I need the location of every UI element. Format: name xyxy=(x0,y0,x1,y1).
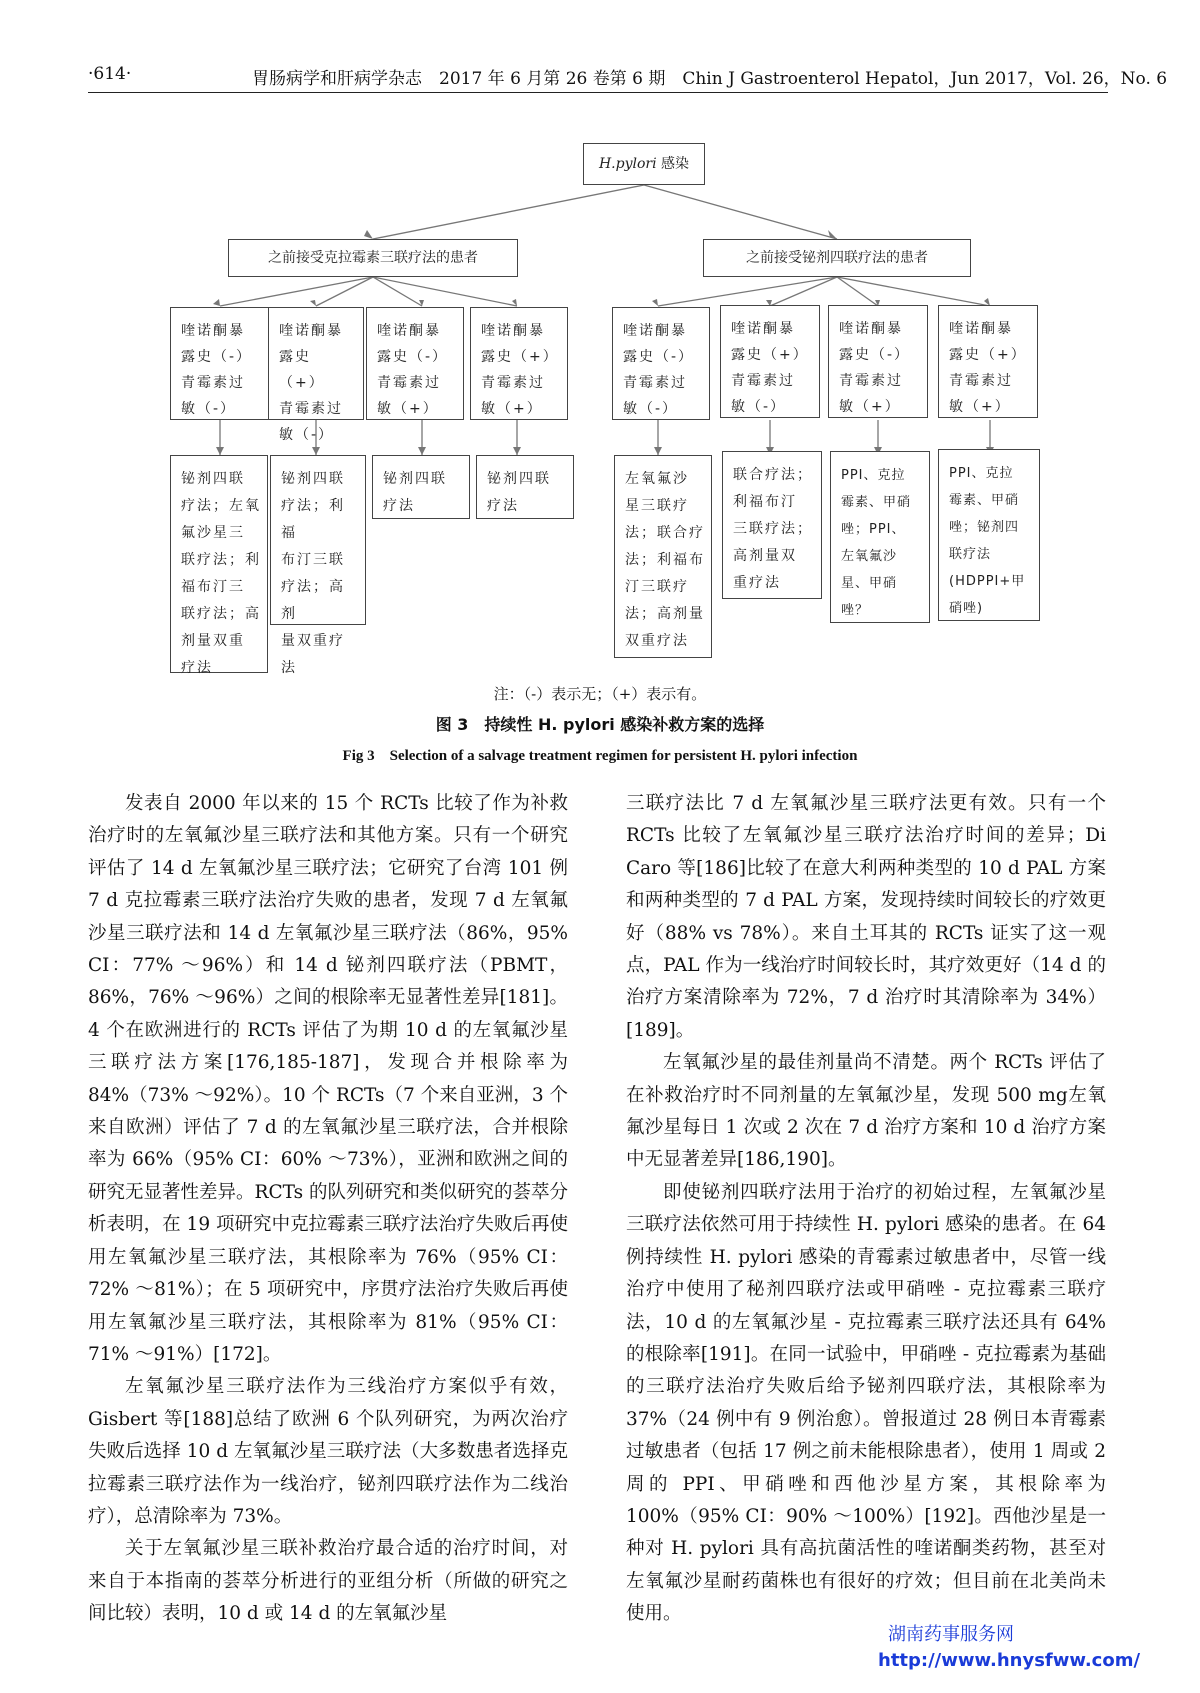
condition-node xyxy=(268,307,364,443)
treatment-text: PPI、克拉 霉素、甲硝 唑；铋剂四 联疗法 (HDPPI+甲 硝唑) xyxy=(949,466,1026,616)
treatment-node xyxy=(476,455,574,519)
paragraph: 三联疗法比 7 d 左氧氟沙星三联疗法更有效。只有一个 RCTs 比较了左氧氟沙星三联疗法治疗时间的差异；Di Caro 等[186]比较了在意大利两种类型的 10 d PAL 方案和两种类型的 7 d PAL 方案，发现持续时间较长的疗效更好（88% vs 78%）。来自土耳其的 RCTs 证实了这一观点，PAL 作为一线治疗时间较长时，其疗效更好（14 d 的治疗方案清除率为 72%，7 d 治疗时其清除率为 34%）[189]。 xyxy=(626,793,1106,1041)
treatment-text: 联合疗法； 利福布汀 三联疗法； 高剂量双 重疗法 xyxy=(733,467,813,591)
treatment-node xyxy=(614,455,712,658)
condition-node xyxy=(612,307,710,420)
condition-node xyxy=(828,305,928,418)
treatment-node xyxy=(270,455,366,676)
condition-node xyxy=(720,305,820,418)
treatment-node xyxy=(372,455,470,519)
paragraph: 左氧氟沙星的最佳剂量尚不清楚。两个 RCTs 评估了在补救治疗时不同剂量的左氧氟沙星，发现 500 mg左氧氟沙星每日 1 次或 2 次在 7 d 治疗方案和 10 d 治疗方案中无显著差异[186,190]。 xyxy=(626,1052,1106,1171)
condition-node xyxy=(938,305,1038,418)
condition-node xyxy=(366,307,464,420)
body-column-right xyxy=(626,788,1106,1631)
watermark-url[interactable]: http://www.hnysfww.com/ xyxy=(878,1650,1141,1671)
condition-text: 喹诺酮暴 露史（+） 青霉素过 敏（-） xyxy=(279,323,343,443)
watermark-name: 湖南药事服务网 xyxy=(888,1624,1014,1645)
figure-caption-cn: 图 3 持续性 H. pylori 感染补救方案的选择 xyxy=(435,715,765,734)
body-column-left xyxy=(88,788,568,1631)
paragraph: 关于左氧氟沙星三联补救治疗最合适的治疗时间，对来自于本指南的荟萃分析进行的亚组分析（所做的研究之间比较）表明，10 d 或 14 d 的左氧氟沙星 xyxy=(88,1538,568,1625)
root-pathogen: H.pylori xyxy=(598,156,657,172)
treatment-text: PPI、克拉 霉素、甲硝 唑；PPI、 左氧氟沙 星、甲硝 唑？ xyxy=(841,468,912,618)
condition-text: 喹诺酮暴 露史（-） 青霉素过 敏（+） xyxy=(839,321,911,415)
group-node-bismuth: 之前接受铋剂四联疗法的患者 xyxy=(703,239,971,277)
treatment-text: 铋剂四联 疗法；左氧 氟沙星三 联疗法；利 福布汀三 联疗法；高 剂量双重 疗法 xyxy=(181,471,261,676)
root-label: 感染 xyxy=(656,156,690,172)
condition-text: 喹诺酮暴 露史（-） 青霉素过 敏（-） xyxy=(181,323,253,417)
condition-text: 喹诺酮暴 露史（+） 青霉素过 敏（+） xyxy=(481,323,559,417)
condition-text: 喹诺酮暴 露史（-） 青霉素过 敏（+） xyxy=(377,323,449,417)
condition-text: 喹诺酮暴 露史（+） 青霉素过 敏（-） xyxy=(731,321,809,415)
treatment-text: 铋剂四联 疗法；利福 布汀三联 疗法；高剂 量双重疗 法 xyxy=(281,471,345,676)
figure-caption-en: Fig 3 Selection of a salvage treatment regimen for persistent H. pylori infection xyxy=(342,748,858,764)
paragraph: 即使铋剂四联疗法用于治疗的初始过程，左氧氟沙星三联疗法依然可用于持续性 H. pylori 感染的患者。在 64 例持续性 H. pylori 感染的青霉素过敏患者中，尽管一线治疗中使用了秘剂四联疗法或甲硝唑 - 克拉霉素三联疗法，10 d 的左氧氟沙星 - 克拉霉素三联疗法还具有 64% 的根除率[191]。在同一试验中，甲硝唑 - 克拉霉素为基础的三联疗法治疗失败后给予铋剂四联疗法，其根除率为 37%（24 例中有 9 例治愈）。曾报道过 28 例日本青霉素过敏患者（包括 17 例之前未能根除患者），使用 1 周或 2 周的 PPI、甲硝唑和西他沙星方案，其根除率为 100%（95% CI：90% ～100%）[192]。西他沙星是一种对 H. pylori 具有高抗菌活性的喹诺酮类药物，甚至对左氧氟沙星耐药菌株也有很好的疗效；但目前在北美尚未使用。 xyxy=(626,1181,1106,1625)
treatment-text: 左氧氟沙 星三联疗 法；联合疗 法；利福布 汀三联疗 法；高剂量 双重疗法 xyxy=(625,471,705,649)
journal-citation: 胃肠病学和肝病学杂志 2017 年 6 月第 26 卷第 6 期 Chin J Gastroenterol Hepatol，Jun 2017，Vol. 26，No. 6 xyxy=(252,69,1168,89)
paragraph: 左氧氟沙星三联疗法作为三线治疗方案似乎有效，Gisbert 等[188]总结了欧洲 6 个队列研究，为两次治疗失败后选择 10 d 左氧氟沙星三联疗法（大多数患者选择克拉霉素三联疗法作为一线治疗，铋剂四联疗法作为二线治疗），总清除率为 73%。 xyxy=(88,1376,568,1527)
treatment-node xyxy=(938,449,1040,621)
treatment-node xyxy=(830,451,930,623)
condition-text: 喹诺酮暴 露史（+） 青霉素过 敏（+） xyxy=(949,321,1027,415)
treatment-text: 铋剂四联 疗法 xyxy=(383,471,447,514)
condition-node xyxy=(470,307,568,420)
treatment-node xyxy=(170,455,268,676)
condition-text: 喹诺酮暴 露史（-） 青霉素过 敏（-） xyxy=(623,323,695,417)
treatment-node xyxy=(722,451,822,599)
treatment-text: 铋剂四联 疗法 xyxy=(487,471,551,514)
group-node-clarithromycin: 之前接受克拉霉素三联疗法的患者 xyxy=(228,239,518,277)
root-node xyxy=(583,143,705,185)
page-number: ·614· xyxy=(88,64,132,84)
figure-note: 注：（-）表示无；（+）表示有。 xyxy=(493,685,707,703)
condition-node xyxy=(170,307,270,420)
paragraph: 发表自 2000 年以来的 15 个 RCTs 比较了作为补救治疗时的左氧氟沙星三联疗法和其他方案。只有一个研究评估了 14 d 左氧氟沙星三联疗法；它研究了台湾 101 例 7 d 克拉霉素三联疗法治疗失败的患者，发现 7 d 左氧氟沙星三联疗法和 14 d 左氧氟沙星三联疗法（86%，95% CI：77% ～96%）和 14 d 铋剂四联疗法（PBMT，86%，76% ～96%）之间的根除率无显著性差异[181]。4 个在欧洲进行的 RCTs 评估了为期 10 d 的左氧氟沙星三联疗法方案[176,185-187]，发现合并根除率为 84%（73% ～92%）。10 个 RCTs（7 个来自亚洲，3 个来自欧洲）评估了 7 d 的左氧氟沙星三联疗法，合并根除率为 66%（95% CI：60% ～73%），亚洲和欧洲之间的研究无显著性差异。RCTs 的队列研究和类似研究的荟萃分析表明，在 19 项研究中克拉霉素三联疗法治疗失败后再使用左氧氟沙星三联疗法，其根除率为 76%（95% CI：72% ～81%）；在 5 项研究中，序贯疗法治疗失败后再使用左氧氟沙星三联疗法，其根除率为 81%（95% CI：71% ～91%）[172]。 xyxy=(88,793,568,1365)
watermark xyxy=(878,1622,1141,1674)
